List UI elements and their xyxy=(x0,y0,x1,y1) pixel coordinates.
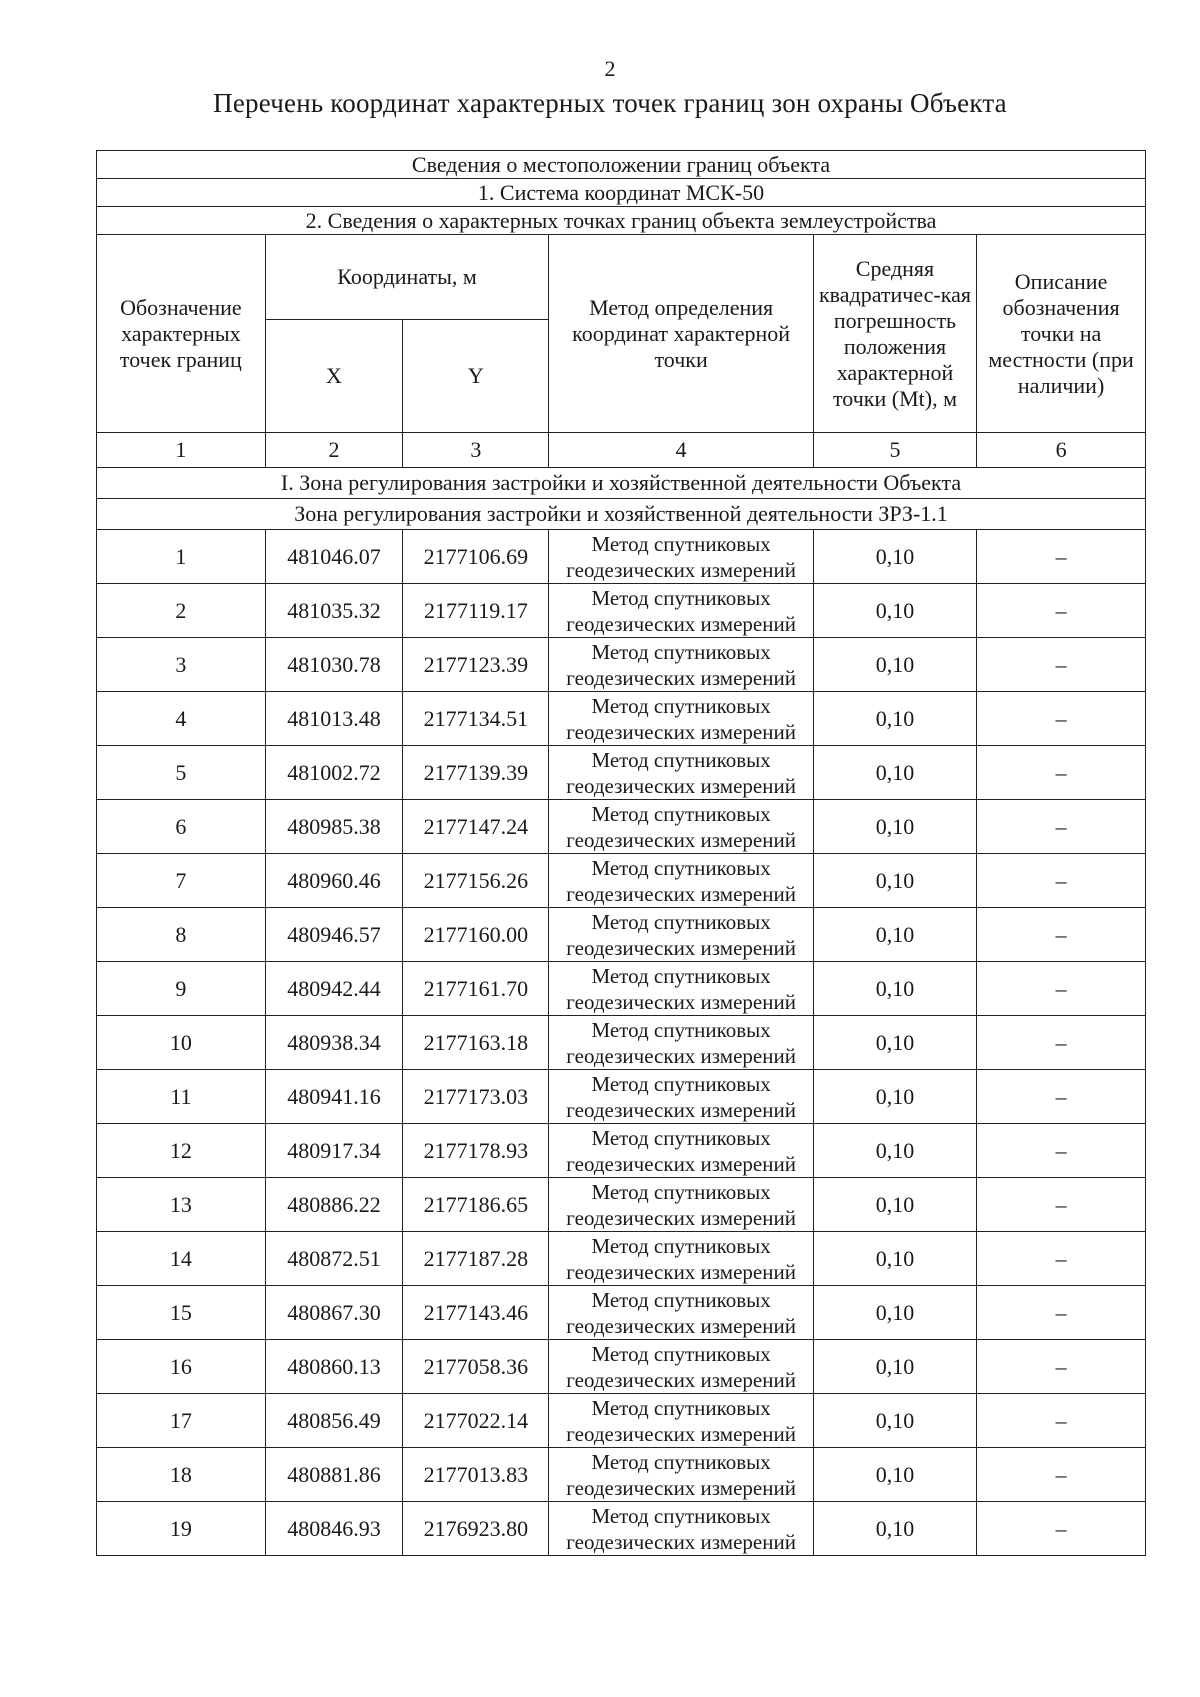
method-cell xyxy=(549,1016,813,1070)
accuracy-cell: 0,10 xyxy=(813,530,976,584)
method-line: геодезических измерений xyxy=(566,881,796,906)
method-line: геодезических измерений xyxy=(566,1205,796,1230)
method-line: Метод спутниковых xyxy=(591,1233,771,1258)
method-cell xyxy=(549,1124,813,1178)
y-coordinate-cell: 2177187.28 xyxy=(403,1232,549,1286)
accuracy-cell: 0,10 xyxy=(813,1448,976,1502)
method-cell xyxy=(549,1394,813,1448)
table-row xyxy=(97,854,1146,908)
point-number-cell: 4 xyxy=(97,692,266,746)
description-cell: – xyxy=(977,800,1146,854)
point-number-cell: 1 xyxy=(97,530,266,584)
y-coordinate-cell: 2177058.36 xyxy=(403,1340,549,1394)
y-coordinate-cell: 2176923.80 xyxy=(403,1502,549,1556)
description-cell: – xyxy=(977,908,1146,962)
method-line: Метод спутниковых xyxy=(591,585,771,610)
y-coordinate-cell: 2177163.18 xyxy=(403,1016,549,1070)
point-number-cell: 14 xyxy=(97,1232,266,1286)
method-line: Метод спутниковых xyxy=(591,531,771,556)
coordinate-system-row: 1. Система координат МСК-50 xyxy=(97,179,1146,207)
method-line: Метод спутниковых xyxy=(591,1449,771,1474)
method-line: геодезических измерений xyxy=(566,1151,796,1176)
description-cell: – xyxy=(977,1286,1146,1340)
point-number-cell: 6 xyxy=(97,800,266,854)
x-coordinate-cell: 480941.16 xyxy=(265,1070,403,1124)
table-row xyxy=(97,908,1146,962)
x-coordinate-cell: 480860.13 xyxy=(265,1340,403,1394)
method-cell xyxy=(549,692,813,746)
column-number: 3 xyxy=(403,433,549,468)
method-line: Метод спутниковых xyxy=(591,1017,771,1042)
point-number-cell: 13 xyxy=(97,1178,266,1232)
method-cell xyxy=(549,746,813,800)
characteristic-points-row: 2. Сведения о характерных точках границ объекта землеустройства xyxy=(97,207,1146,235)
column-number: 1 xyxy=(97,433,266,468)
x-coordinate-cell: 480856.49 xyxy=(265,1394,403,1448)
header-coordinates: Координаты, м xyxy=(265,235,549,320)
x-coordinate-cell: 481030.78 xyxy=(265,638,403,692)
accuracy-cell: 0,10 xyxy=(813,584,976,638)
method-line: геодезических измерений xyxy=(566,1259,796,1284)
description-cell: – xyxy=(977,692,1146,746)
method-line: геодезических измерений xyxy=(566,827,796,852)
zone-heading: I. Зона регулирования застройки и хозяйственной деятельности Объекта xyxy=(97,468,1146,499)
table-row xyxy=(97,1232,1146,1286)
method-line: геодезических измерений xyxy=(566,1421,796,1446)
y-coordinate-cell: 2177173.03 xyxy=(403,1070,549,1124)
x-coordinate-cell: 480867.30 xyxy=(265,1286,403,1340)
point-number-cell: 3 xyxy=(97,638,266,692)
accuracy-cell: 0,10 xyxy=(813,638,976,692)
header-point-designation: Обозначение характерных точек границ xyxy=(97,235,266,433)
table-row xyxy=(97,692,1146,746)
accuracy-cell: 0,10 xyxy=(813,908,976,962)
table-row xyxy=(97,746,1146,800)
column-number: 5 xyxy=(813,433,976,468)
y-coordinate-cell: 2177143.46 xyxy=(403,1286,549,1340)
y-coordinate-cell: 2177013.83 xyxy=(403,1448,549,1502)
accuracy-cell: 0,10 xyxy=(813,1016,976,1070)
method-cell xyxy=(549,1340,813,1394)
table-section-title: Сведения о местоположении границ объекта xyxy=(97,151,1146,179)
method-cell xyxy=(549,1232,813,1286)
method-cell xyxy=(549,854,813,908)
accuracy-cell: 0,10 xyxy=(813,746,976,800)
page-number: 2 xyxy=(604,56,616,81)
method-line: Метод спутниковых xyxy=(591,1395,771,1420)
page-title: Перечень координат характерных точек границ зон охраны Объекта xyxy=(213,88,1007,118)
x-coordinate-cell: 480942.44 xyxy=(265,962,403,1016)
table-row xyxy=(97,1070,1146,1124)
accuracy-cell: 0,10 xyxy=(813,1394,976,1448)
y-coordinate-cell: 2177156.26 xyxy=(403,854,549,908)
y-coordinate-cell: 2177147.24 xyxy=(403,800,549,854)
method-line: геодезических измерений xyxy=(566,719,796,744)
accuracy-cell: 0,10 xyxy=(813,1124,976,1178)
table-row xyxy=(97,530,1146,584)
y-coordinate-cell: 2177106.69 xyxy=(403,530,549,584)
table-row xyxy=(97,584,1146,638)
y-coordinate-cell: 2177119.17 xyxy=(403,584,549,638)
method-line: геодезических измерений xyxy=(566,557,796,582)
method-cell xyxy=(549,638,813,692)
accuracy-cell: 0,10 xyxy=(813,1502,976,1556)
table-row xyxy=(97,638,1146,692)
y-coordinate-cell: 2177134.51 xyxy=(403,692,549,746)
point-number-cell: 5 xyxy=(97,746,266,800)
description-cell: – xyxy=(977,584,1146,638)
method-cell xyxy=(549,908,813,962)
method-line: Метод спутниковых xyxy=(591,693,771,718)
x-coordinate-cell: 480946.57 xyxy=(265,908,403,962)
method-line: геодезических измерений xyxy=(566,665,796,690)
header-x: X xyxy=(265,320,403,433)
table-row xyxy=(97,1286,1146,1340)
accuracy-cell: 0,10 xyxy=(813,962,976,1016)
method-line: Метод спутниковых xyxy=(591,909,771,934)
method-line: геодезических измерений xyxy=(566,1475,796,1500)
method-cell xyxy=(549,1502,813,1556)
subzone-heading: Зона регулирования застройки и хозяйственной деятельности ЗРЗ-1.1 xyxy=(97,499,1146,530)
description-cell: – xyxy=(977,1124,1146,1178)
accuracy-cell: 0,10 xyxy=(813,692,976,746)
method-cell xyxy=(549,800,813,854)
accuracy-cell: 0,10 xyxy=(813,1340,976,1394)
accuracy-cell: 0,10 xyxy=(813,1286,976,1340)
y-coordinate-cell: 2177160.00 xyxy=(403,908,549,962)
description-cell: – xyxy=(977,1178,1146,1232)
point-number-cell: 18 xyxy=(97,1448,266,1502)
method-line: геодезических измерений xyxy=(566,935,796,960)
accuracy-cell: 0,10 xyxy=(813,1178,976,1232)
column-number: 4 xyxy=(549,433,813,468)
method-cell xyxy=(549,530,813,584)
point-number-cell: 11 xyxy=(97,1070,266,1124)
x-coordinate-cell: 481013.48 xyxy=(265,692,403,746)
x-coordinate-cell: 481046.07 xyxy=(265,530,403,584)
accuracy-cell: 0,10 xyxy=(813,800,976,854)
point-number-cell: 8 xyxy=(97,908,266,962)
description-cell: – xyxy=(977,1070,1146,1124)
x-coordinate-cell: 481002.72 xyxy=(265,746,403,800)
description-cell: – xyxy=(977,962,1146,1016)
header-accuracy: Средняя квадратичес-кая погрешность положения характерной точки (Mt), м xyxy=(813,235,976,433)
point-number-cell: 2 xyxy=(97,584,266,638)
point-number-cell: 7 xyxy=(97,854,266,908)
method-line: геодезических измерений xyxy=(566,989,796,1014)
x-coordinate-cell: 480985.38 xyxy=(265,800,403,854)
method-line: Метод спутниковых xyxy=(591,1503,771,1528)
description-cell: – xyxy=(977,1232,1146,1286)
x-coordinate-cell: 480881.86 xyxy=(265,1448,403,1502)
accuracy-cell: 0,10 xyxy=(813,1070,976,1124)
point-number-cell: 10 xyxy=(97,1016,266,1070)
method-line: геодезических измерений xyxy=(566,773,796,798)
table-row xyxy=(97,1448,1146,1502)
y-coordinate-cell: 2177123.39 xyxy=(403,638,549,692)
method-line: геодезических измерений xyxy=(566,1367,796,1392)
table-row xyxy=(97,962,1146,1016)
table-row xyxy=(97,1502,1146,1556)
method-line: геодезических измерений xyxy=(566,611,796,636)
point-number-cell: 15 xyxy=(97,1286,266,1340)
description-cell: – xyxy=(977,1502,1146,1556)
x-coordinate-cell: 480917.34 xyxy=(265,1124,403,1178)
table-row xyxy=(97,1394,1146,1448)
column-number: 2 xyxy=(265,433,403,468)
description-cell: – xyxy=(977,530,1146,584)
method-cell xyxy=(549,1448,813,1502)
description-cell: – xyxy=(977,638,1146,692)
method-line: Метод спутниковых xyxy=(591,639,771,664)
accuracy-cell: 0,10 xyxy=(813,1232,976,1286)
method-line: Метод спутниковых xyxy=(591,801,771,826)
description-cell: – xyxy=(977,746,1146,800)
method-line: геодезических измерений xyxy=(566,1529,796,1554)
description-cell: – xyxy=(977,854,1146,908)
method-cell xyxy=(549,962,813,1016)
column-number: 6 xyxy=(977,433,1146,468)
point-number-cell: 9 xyxy=(97,962,266,1016)
point-number-cell: 12 xyxy=(97,1124,266,1178)
table-row xyxy=(97,1016,1146,1070)
y-coordinate-cell: 2177139.39 xyxy=(403,746,549,800)
method-cell xyxy=(549,584,813,638)
method-line: Метод спутниковых xyxy=(591,963,771,988)
method-line: геодезических измерений xyxy=(566,1313,796,1338)
method-line: Метод спутниковых xyxy=(591,1287,771,1312)
x-coordinate-cell: 480846.93 xyxy=(265,1502,403,1556)
description-cell: – xyxy=(977,1448,1146,1502)
method-cell xyxy=(549,1178,813,1232)
table-row xyxy=(97,1340,1146,1394)
point-number-cell: 19 xyxy=(97,1502,266,1556)
x-coordinate-cell: 480960.46 xyxy=(265,854,403,908)
method-line: Метод спутниковых xyxy=(591,1125,771,1150)
header-description: Описание обозначения точки на местности (при наличии) xyxy=(977,235,1146,433)
point-number-cell: 16 xyxy=(97,1340,266,1394)
x-coordinate-cell: 480872.51 xyxy=(265,1232,403,1286)
method-line: Метод спутниковых xyxy=(591,1179,771,1204)
y-coordinate-cell: 2177022.14 xyxy=(403,1394,549,1448)
y-coordinate-cell: 2177186.65 xyxy=(403,1178,549,1232)
description-cell: – xyxy=(977,1394,1146,1448)
method-line: геодезических измерений xyxy=(566,1097,796,1122)
accuracy-cell: 0,10 xyxy=(813,854,976,908)
method-line: Метод спутниковых xyxy=(591,1341,771,1366)
method-cell xyxy=(549,1286,813,1340)
coordinates-table xyxy=(96,150,1146,1556)
x-coordinate-cell: 480886.22 xyxy=(265,1178,403,1232)
x-coordinate-cell: 480938.34 xyxy=(265,1016,403,1070)
method-line: Метод спутниковых xyxy=(591,855,771,880)
method-line: геодезических измерений xyxy=(566,1043,796,1068)
header-y: Y xyxy=(403,320,549,433)
y-coordinate-cell: 2177161.70 xyxy=(403,962,549,1016)
x-coordinate-cell: 481035.32 xyxy=(265,584,403,638)
method-line: Метод спутниковых xyxy=(591,747,771,772)
description-cell: – xyxy=(977,1340,1146,1394)
method-line: Метод спутниковых xyxy=(591,1071,771,1096)
point-number-cell: 17 xyxy=(97,1394,266,1448)
header-method: Метод определения координат характерной точки xyxy=(549,235,813,433)
table-row xyxy=(97,1178,1146,1232)
y-coordinate-cell: 2177178.93 xyxy=(403,1124,549,1178)
description-cell: – xyxy=(977,1016,1146,1070)
table-row xyxy=(97,800,1146,854)
table-row xyxy=(97,1124,1146,1178)
method-cell xyxy=(549,1070,813,1124)
